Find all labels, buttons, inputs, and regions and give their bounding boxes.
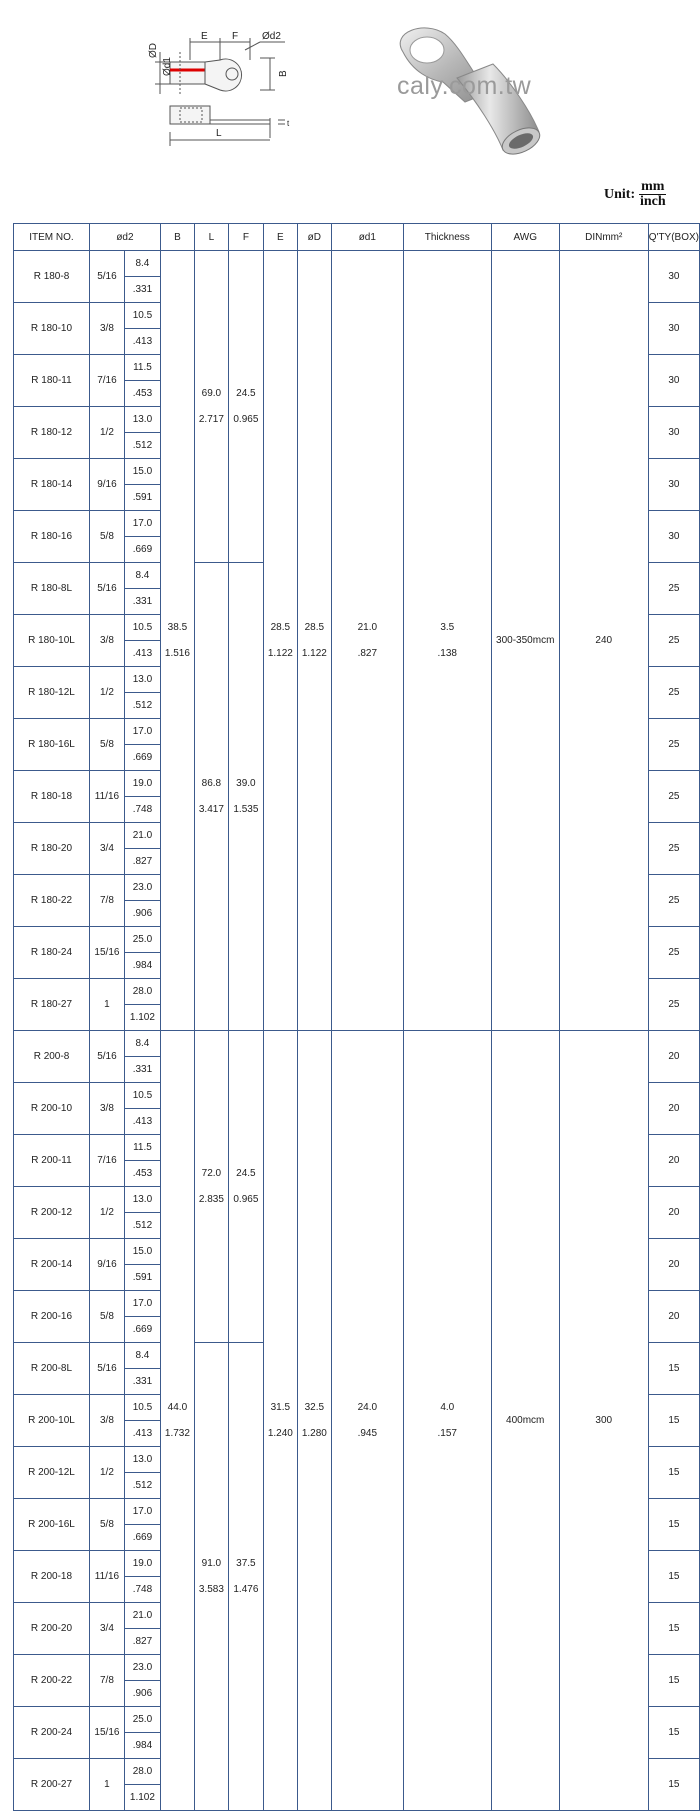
- qty-cell: 15: [648, 1551, 699, 1603]
- din-cell: 240: [559, 251, 648, 1031]
- od-cell-inch: 1.280: [301, 1427, 327, 1439]
- qty-cell: 20: [648, 1083, 699, 1135]
- header-item-no: ITEM NO.: [14, 224, 90, 251]
- od2-mm-cell: 11.5: [124, 1135, 160, 1161]
- b-cell-inch: 1.732: [164, 1427, 190, 1439]
- od2-fraction-cell: 1/2: [89, 1447, 124, 1499]
- table-row: [14, 251, 700, 277]
- od2-mm-cell: 11.5: [124, 355, 160, 381]
- od2-mm-cell: 21.0: [124, 823, 160, 849]
- od2-inch-cell: .331: [124, 1057, 160, 1083]
- l-cell-mm: 72.0: [201, 1167, 222, 1179]
- od2-mm-cell: 28.0: [124, 979, 160, 1005]
- od1-cell: [331, 251, 403, 1031]
- od2-inch-cell: .453: [124, 381, 160, 407]
- od2-inch-cell: .413: [124, 329, 160, 355]
- od-cell-mm: 32.5: [304, 1401, 325, 1413]
- od2-fraction-cell: 5/8: [89, 1499, 124, 1551]
- f-cell-mm: 39.0: [236, 777, 256, 789]
- item-no-cell: R 200-11: [14, 1135, 90, 1187]
- od2-inch-cell: .413: [124, 1421, 160, 1447]
- item-no-cell: R 180-14: [14, 459, 90, 511]
- item-no-cell: R 180-8L: [14, 563, 90, 615]
- od2-fraction-cell: 5/8: [89, 1291, 124, 1343]
- od-cell-mm: 28.5: [304, 621, 325, 633]
- od2-mm-cell: 25.0: [124, 1707, 160, 1733]
- od2-fraction-cell: 1: [89, 1759, 124, 1811]
- b-cell: [160, 1031, 194, 1811]
- thickness-cell-mm: 3.5: [440, 621, 455, 633]
- od2-inch-cell: .453: [124, 1161, 160, 1187]
- watermark: caly.com.tw: [397, 72, 532, 100]
- qty-cell: 15: [648, 1707, 699, 1759]
- qty-cell: 30: [648, 251, 699, 303]
- qty-cell: 15: [648, 1655, 699, 1707]
- table-body: [14, 251, 700, 1811]
- label-e: E: [201, 31, 208, 42]
- label-b: B: [278, 70, 289, 77]
- od2-mm-cell: 10.5: [124, 303, 160, 329]
- od2-mm-cell: 8.4: [124, 563, 160, 589]
- od1-cell-inch: .945: [357, 1427, 378, 1439]
- od2-mm-cell: 8.4: [124, 251, 160, 277]
- qty-cell: 25: [648, 667, 699, 719]
- od2-inch-cell: .512: [124, 1213, 160, 1239]
- unit-denominator: inch: [639, 194, 666, 209]
- e-cell-inch: 1.122: [267, 647, 293, 659]
- f-cell-mm: 37.5: [236, 1557, 256, 1569]
- item-no-cell: R 180-11: [14, 355, 90, 407]
- item-no-cell: R 180-22: [14, 875, 90, 927]
- od2-inch-cell: .591: [124, 1265, 160, 1291]
- qty-cell: 20: [648, 1239, 699, 1291]
- qty-cell: 25: [648, 927, 699, 979]
- f-cell-mm: 24.5: [236, 1167, 256, 1179]
- item-no-cell: R 180-10: [14, 303, 90, 355]
- od2-inch-cell: .413: [124, 1109, 160, 1135]
- item-no-cell: R 200-10L: [14, 1395, 90, 1447]
- od2-inch-cell: .591: [124, 485, 160, 511]
- od2-fraction-cell: 3/8: [89, 615, 124, 667]
- od2-inch-cell: .512: [124, 433, 160, 459]
- b-cell-mm: 44.0: [167, 1401, 188, 1413]
- od2-fraction-cell: 1/2: [89, 407, 124, 459]
- header-din: DINmm²: [559, 224, 648, 251]
- header-od: øD: [297, 224, 331, 251]
- od1-cell: [331, 1031, 403, 1811]
- table-row: [14, 1031, 700, 1057]
- od2-inch-cell: .827: [124, 1629, 160, 1655]
- item-no-cell: R 200-27: [14, 1759, 90, 1811]
- f-cell-inch: 0.965: [233, 1193, 259, 1205]
- qty-cell: 25: [648, 771, 699, 823]
- od2-fraction-cell: 7/16: [89, 355, 124, 407]
- od2-inch-cell: 1.102: [124, 1005, 160, 1031]
- od2-inch-cell: .669: [124, 1317, 160, 1343]
- unit-fraction: [639, 180, 666, 209]
- od2-mm-cell: 17.0: [124, 719, 160, 745]
- od2-fraction-cell: 5/16: [89, 563, 124, 615]
- l-cell-mm: 69.0: [201, 387, 222, 399]
- qty-cell: 15: [648, 1603, 699, 1655]
- header-thickness: Thickness: [403, 224, 491, 251]
- od2-inch-cell: .748: [124, 1577, 160, 1603]
- qty-cell: 20: [648, 1291, 699, 1343]
- od2-mm-cell: 15.0: [124, 459, 160, 485]
- od2-inch-cell: .512: [124, 1473, 160, 1499]
- din-cell: 300: [559, 1031, 648, 1811]
- qty-cell: 25: [648, 719, 699, 771]
- od2-mm-cell: 19.0: [124, 771, 160, 797]
- od2-inch-cell: .331: [124, 1369, 160, 1395]
- thickness-cell: [403, 251, 491, 1031]
- item-no-cell: R 180-24: [14, 927, 90, 979]
- item-no-cell: R 200-18: [14, 1551, 90, 1603]
- l-cell-inch: 2.717: [198, 413, 224, 425]
- qty-cell: 25: [648, 823, 699, 875]
- od2-inch-cell: .512: [124, 693, 160, 719]
- l-cell: [194, 563, 228, 1031]
- terminal-dimension-diagram: [150, 30, 325, 165]
- l-cell: [194, 1031, 228, 1343]
- label-od1: Ød1: [162, 57, 173, 76]
- e-cell: [263, 251, 297, 1031]
- header-od2: ød2: [89, 224, 160, 251]
- l-cell-mm: 86.8: [201, 777, 222, 789]
- item-no-cell: R 180-12L: [14, 667, 90, 719]
- od2-mm-cell: 17.0: [124, 1499, 160, 1525]
- od2-mm-cell: 23.0: [124, 875, 160, 901]
- od2-inch-cell: .827: [124, 849, 160, 875]
- qty-cell: 15: [648, 1759, 699, 1811]
- label-od2: Ød2: [262, 31, 281, 42]
- od2-fraction-cell: 1: [89, 979, 124, 1031]
- item-no-cell: R 200-16L: [14, 1499, 90, 1551]
- od2-inch-cell: .669: [124, 745, 160, 771]
- qty-cell: 30: [648, 407, 699, 459]
- od2-fraction-cell: 9/16: [89, 459, 124, 511]
- od1-cell-mm: 21.0: [357, 621, 378, 633]
- qty-cell: 20: [648, 1135, 699, 1187]
- od2-inch-cell: .413: [124, 641, 160, 667]
- od2-inch-cell: 1.102: [124, 1785, 160, 1811]
- awg-cell: 300-350mcm: [491, 251, 559, 1031]
- od-cell: [297, 1031, 331, 1811]
- od2-fraction-cell: 5/16: [89, 1343, 124, 1395]
- f-cell-inch: 1.535: [233, 803, 259, 815]
- qty-cell: 30: [648, 355, 699, 407]
- od2-mm-cell: 13.0: [124, 1187, 160, 1213]
- qty-cell: 25: [648, 615, 699, 667]
- unit-label: [604, 180, 666, 209]
- header-f: F: [228, 224, 263, 251]
- f-cell-inch: 1.476: [233, 1583, 259, 1595]
- od2-fraction-cell: 1/2: [89, 667, 124, 719]
- qty-cell: 25: [648, 563, 699, 615]
- od2-mm-cell: 8.4: [124, 1343, 160, 1369]
- f-cell-mm: 24.5: [236, 387, 256, 399]
- f-cell: [228, 251, 263, 563]
- od2-inch-cell: .984: [124, 1733, 160, 1759]
- f-cell: [228, 1343, 263, 1811]
- od2-mm-cell: 19.0: [124, 1551, 160, 1577]
- item-no-cell: R 200-20: [14, 1603, 90, 1655]
- od1-cell-inch: .827: [357, 647, 378, 659]
- qty-cell: 15: [648, 1499, 699, 1551]
- od2-fraction-cell: 3/4: [89, 1603, 124, 1655]
- header-l: L: [194, 224, 228, 251]
- label-t: t: [287, 119, 290, 128]
- od2-fraction-cell: 5/8: [89, 511, 124, 563]
- e-cell-mm: 31.5: [270, 1401, 291, 1413]
- od2-inch-cell: .331: [124, 589, 160, 615]
- od2-fraction-cell: 7/8: [89, 1655, 124, 1707]
- f-cell-inch: 0.965: [233, 413, 259, 425]
- e-cell-mm: 28.5: [270, 621, 291, 633]
- thickness-cell-inch: .138: [437, 647, 457, 659]
- od2-inch-cell: .984: [124, 953, 160, 979]
- qty-cell: 20: [648, 1187, 699, 1239]
- f-cell: [228, 1031, 263, 1343]
- unit-numerator: mm: [641, 179, 665, 194]
- od2-fraction-cell: 15/16: [89, 927, 124, 979]
- b-cell-inch: 1.516: [164, 647, 190, 659]
- od2-inch-cell: .906: [124, 1681, 160, 1707]
- qty-cell: 30: [648, 303, 699, 355]
- item-no-cell: R 180-8: [14, 251, 90, 303]
- od2-fraction-cell: 11/16: [89, 1551, 124, 1603]
- spec-table: [13, 223, 700, 1811]
- header-b: B: [160, 224, 194, 251]
- od2-mm-cell: 17.0: [124, 1291, 160, 1317]
- od2-mm-cell: 13.0: [124, 1447, 160, 1473]
- od2-inch-cell: .669: [124, 1525, 160, 1551]
- od2-mm-cell: 10.5: [124, 615, 160, 641]
- od2-inch-cell: .906: [124, 901, 160, 927]
- od2-mm-cell: 25.0: [124, 927, 160, 953]
- header-od1: ød1: [331, 224, 403, 251]
- od2-fraction-cell: 7/8: [89, 875, 124, 927]
- od2-mm-cell: 10.5: [124, 1395, 160, 1421]
- od2-mm-cell: 13.0: [124, 667, 160, 693]
- od2-fraction-cell: 5/8: [89, 719, 124, 771]
- item-no-cell: R 200-14: [14, 1239, 90, 1291]
- qty-cell: 20: [648, 1031, 699, 1083]
- od2-fraction-cell: 3/4: [89, 823, 124, 875]
- header: [0, 0, 700, 220]
- od-cell: [297, 251, 331, 1031]
- od-cell-inch: 1.122: [301, 647, 327, 659]
- l-cell: [194, 251, 228, 563]
- header-e: E: [263, 224, 297, 251]
- od2-fraction-cell: 3/8: [89, 1083, 124, 1135]
- l-cell-inch: 3.583: [198, 1583, 224, 1595]
- od2-mm-cell: 13.0: [124, 407, 160, 433]
- od2-mm-cell: 28.0: [124, 1759, 160, 1785]
- item-no-cell: R 200-16: [14, 1291, 90, 1343]
- l-cell-mm: 91.0: [201, 1557, 222, 1569]
- qty-cell: 15: [648, 1343, 699, 1395]
- od2-fraction-cell: 1/2: [89, 1187, 124, 1239]
- item-no-cell: R 200-24: [14, 1707, 90, 1759]
- qty-cell: 15: [648, 1395, 699, 1447]
- f-cell: [228, 563, 263, 1031]
- od2-fraction-cell: 9/16: [89, 1239, 124, 1291]
- item-no-cell: R 180-27: [14, 979, 90, 1031]
- unit-text: Unit:: [604, 186, 636, 202]
- l-cell-inch: 3.417: [198, 803, 224, 815]
- l-cell: [194, 1343, 228, 1811]
- item-no-cell: R 180-10L: [14, 615, 90, 667]
- label-f: F: [232, 31, 239, 42]
- label-od: ØD: [148, 43, 159, 58]
- thickness-cell-mm: 4.0: [440, 1401, 455, 1413]
- od2-mm-cell: 8.4: [124, 1031, 160, 1057]
- od2-fraction-cell: 3/8: [89, 1395, 124, 1447]
- od2-mm-cell: 15.0: [124, 1239, 160, 1265]
- item-no-cell: R 200-12: [14, 1187, 90, 1239]
- od2-mm-cell: 23.0: [124, 1655, 160, 1681]
- od2-fraction-cell: 11/16: [89, 771, 124, 823]
- od2-inch-cell: .331: [124, 277, 160, 303]
- od2-fraction-cell: 5/16: [89, 251, 124, 303]
- od2-fraction-cell: 3/8: [89, 303, 124, 355]
- item-no-cell: R 180-20: [14, 823, 90, 875]
- qty-cell: 25: [648, 979, 699, 1031]
- od2-inch-cell: .748: [124, 797, 160, 823]
- item-no-cell: R 180-16: [14, 511, 90, 563]
- item-no-cell: R 180-16L: [14, 719, 90, 771]
- item-no-cell: R 180-18: [14, 771, 90, 823]
- item-no-cell: R 200-10: [14, 1083, 90, 1135]
- od2-mm-cell: 10.5: [124, 1083, 160, 1109]
- od2-fraction-cell: 5/16: [89, 1031, 124, 1083]
- item-no-cell: R 200-22: [14, 1655, 90, 1707]
- qty-cell: 30: [648, 459, 699, 511]
- qty-cell: 15: [648, 1447, 699, 1499]
- qty-cell: 25: [648, 875, 699, 927]
- thickness-cell-inch: .157: [437, 1427, 457, 1439]
- item-no-cell: R 180-12: [14, 407, 90, 459]
- qty-cell: 30: [648, 511, 699, 563]
- header-qty: Q'TY(BOX): [648, 224, 699, 251]
- label-l: L: [216, 128, 222, 139]
- e-cell-inch: 1.240: [267, 1427, 293, 1439]
- thickness-cell: [403, 1031, 491, 1811]
- od2-fraction-cell: 15/16: [89, 1707, 124, 1759]
- item-no-cell: R 200-8: [14, 1031, 90, 1083]
- b-cell: [160, 251, 194, 1031]
- od2-inch-cell: .669: [124, 537, 160, 563]
- od1-cell-mm: 24.0: [357, 1401, 378, 1413]
- od2-mm-cell: 21.0: [124, 1603, 160, 1629]
- item-no-cell: R 200-8L: [14, 1343, 90, 1395]
- item-no-cell: R 200-12L: [14, 1447, 90, 1499]
- l-cell-inch: 2.835: [198, 1193, 224, 1205]
- awg-cell: 400mcm: [491, 1031, 559, 1811]
- table-header-row: [14, 224, 700, 251]
- e-cell: [263, 1031, 297, 1811]
- header-awg: AWG: [491, 224, 559, 251]
- b-cell-mm: 38.5: [167, 621, 188, 633]
- od2-fraction-cell: 7/16: [89, 1135, 124, 1187]
- od2-mm-cell: 17.0: [124, 511, 160, 537]
